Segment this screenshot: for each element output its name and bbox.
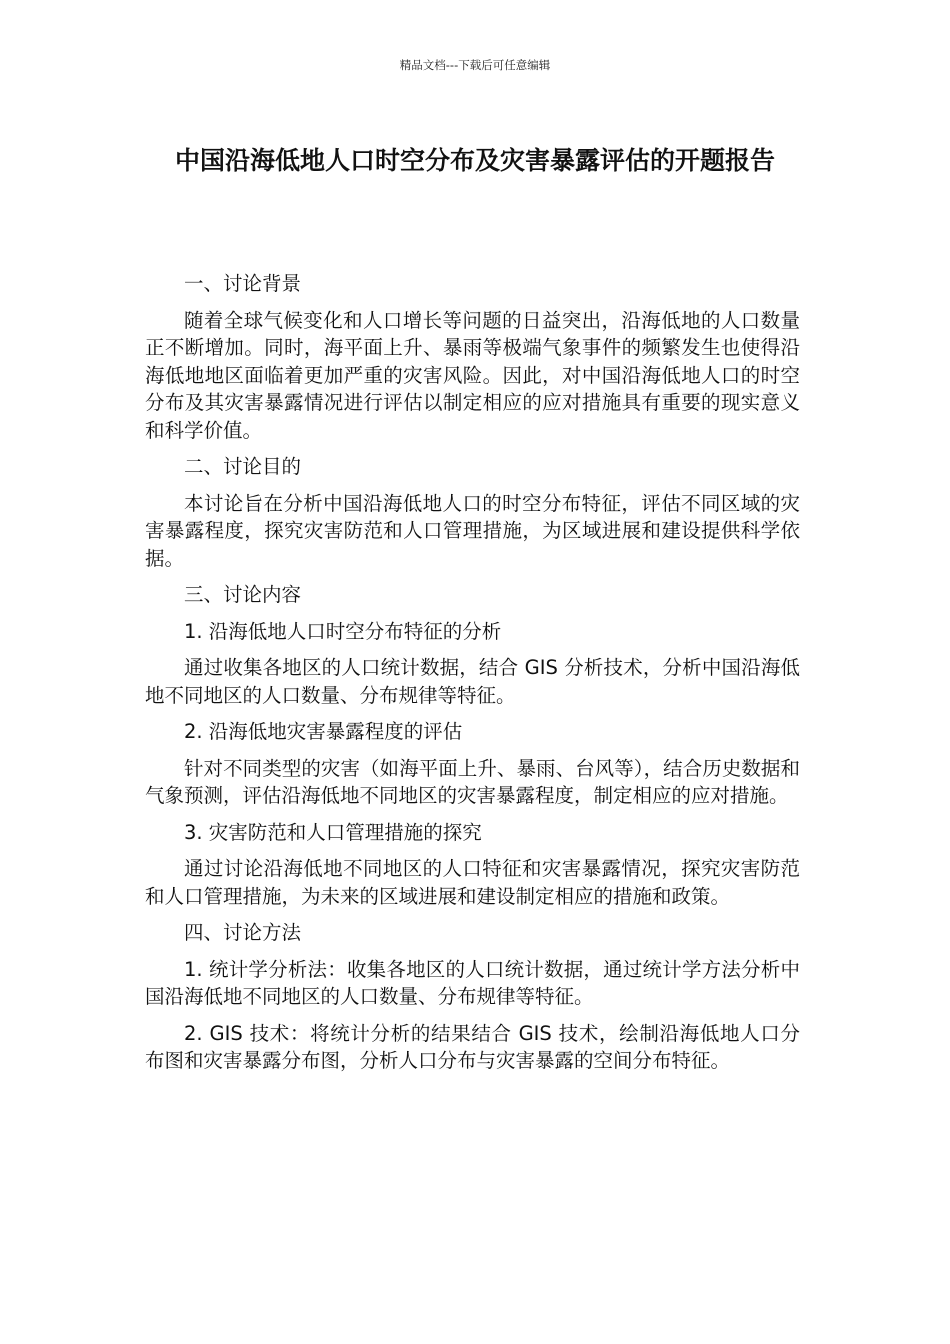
section-heading-content: 三、讨论内容 — [184, 583, 302, 606]
section-heading-purpose: 二、讨论目的 — [184, 455, 302, 478]
paragraph-background: 随着全球气候变化和人口增长等问题的日益突出，沿海低地的人口数量正不断增加。同时，海平面上升、暴雨等极端气象事件的频繁发生也使得沿海低地地区面临着更加严重的灾害风险。因此，对中国沿海低地人口的时空分布及其灾害暴露情况进行评估以制定相应的应对措施具有重要的现实意义和科学价值。 — [145, 308, 800, 442]
document-title: 中国沿海低地人口时空分布及灾害暴露评估的开题报告 — [174, 146, 775, 175]
subheading-content-3: 3. 灾害防范和人口管理措施的探究 — [184, 820, 482, 844]
section-heading-method: 四、讨论方法 — [184, 921, 302, 944]
document-body — [145, 270, 800, 1084]
paragraph-method-2: 2. GIS 技术：将统计分析的结果结合 GIS 技术，绘制沿海低地人口分布图和灾害暴露分布图，分析人口分布与灾害暴露的空间分布特征。 — [145, 1021, 800, 1072]
paragraph-content-1: 通过收集各地区的人口统计数据，结合 GIS 分析技术，分析中国沿海低地不同地区的人口数量、分布规律等特征。 — [145, 656, 800, 707]
paragraph-method-1: 1. 统计学分析法：收集各地区的人口统计数据，通过统计学方法分析中国沿海低地不同地区的人口数量、分布规律等特征。 — [145, 957, 800, 1008]
paragraph-content-3: 通过讨论沿海低地不同地区的人口特征和灾害暴露情况，探究灾害防范和人口管理措施，为未来的区域进展和建设制定相应的措施和政策。 — [145, 857, 800, 908]
page-header: 精品文档---下载后可任意编辑 — [399, 58, 551, 72]
paragraph-purpose: 本讨论旨在分析中国沿海低地人口的时空分布特征，评估不同区域的灾害暴露程度，探究灾害防范和人口管理措施，为区域进展和建设提供科学依据。 — [145, 491, 800, 570]
section-heading-background: 一、讨论背景 — [184, 272, 302, 295]
subheading-content-2: 2. 沿海低地灾害暴露程度的评估 — [184, 720, 463, 743]
paragraph-content-2: 针对不同类型的灾害（如海平面上升、暴雨、台风等），结合历史数据和气象预测，评估沿海低地不同地区的灾害暴露程度，制定相应的应对措施。 — [145, 756, 800, 807]
subheading-content-1: 1. 沿海低地人口时空分布特征的分析 — [184, 619, 502, 643]
